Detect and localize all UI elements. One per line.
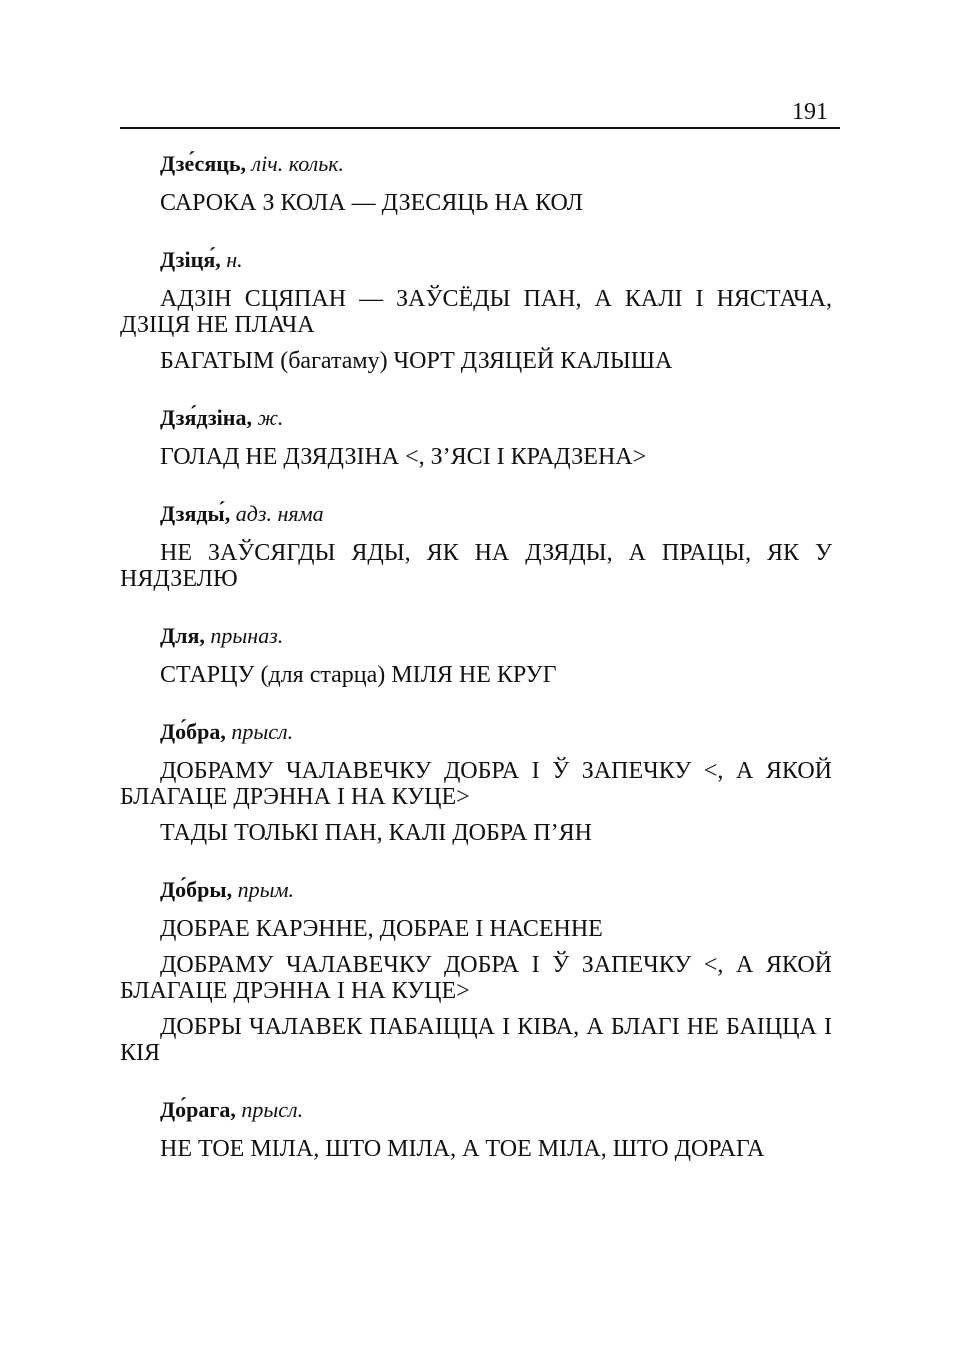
part-of-speech: прым.	[237, 877, 295, 902]
entry-dziadzina	[120, 404, 832, 470]
proverb: БАГАТЫМ (багатаму) ЧОРТ ДЗЯЦЕЙ КАЛЫША	[160, 348, 673, 374]
entry-dzitsia	[120, 246, 832, 374]
entry-headword: Дзяды́, адз. няма	[160, 501, 324, 526]
proverb: ДОБРАЕ КАРЭННЕ, ДОБРАЕ І НАСЕННЕ	[160, 916, 603, 942]
headword: Для	[160, 623, 200, 648]
entry-headword: До́бры, прым.	[160, 877, 295, 902]
proverb: АДЗІН СЦЯПАН — ЗАЎСЁДЫ ПАН, А КАЛІ І НЯСТАЧА, ДЗІЦЯ НЕ ПЛАЧА	[120, 286, 832, 338]
proverb: ГОЛАД НЕ ДЗЯДЗІНА <, З’ЯСІ І КРАДЗЕНА>	[160, 444, 647, 470]
entry-headword: Дзіця́, н.	[160, 247, 243, 272]
part-of-speech: ж.	[257, 405, 284, 430]
headword: До́бры	[160, 877, 227, 902]
headword: Дзяды́	[160, 501, 225, 526]
entry-headword: Для, прыназ.	[160, 623, 284, 648]
headword: Дзя́дзіна	[160, 405, 247, 430]
entries-list	[120, 150, 832, 1192]
part-of-speech: адз. няма	[235, 501, 324, 526]
entry-dziady	[120, 500, 832, 592]
entry-dobry	[120, 876, 832, 1066]
entry-dlia	[120, 622, 832, 688]
headword: До́бра	[160, 719, 221, 744]
proverb: ДОБРАМУ ЧАЛАВЕЧКУ ДОБРА І Ў ЗАПЕЧКУ <, А ЯКОЙ БЛАГАЦЕ ДРЭННА І НА КУЦЕ>	[120, 758, 832, 810]
entry-headword: Дзе́сяць, ліч. кольк.	[160, 151, 345, 176]
headword: Дзе́сяць	[160, 151, 241, 176]
part-of-speech: прысл.	[241, 1097, 304, 1122]
entry-headword: До́рага, прысл.	[160, 1097, 304, 1122]
part-of-speech: прысл.	[231, 719, 294, 744]
headword: Дзіця́	[160, 247, 216, 272]
proverb: САРОКА З КОЛА — ДЗЕСЯЦЬ НА КОЛ	[160, 190, 583, 216]
proverb: ДОБРЫ ЧАЛАВЕК ПАБАІЦЦА І КІВА, А БЛАГІ НЕ БАІЦЦА І КІЯ	[120, 1014, 832, 1066]
header-rule	[120, 127, 840, 129]
part-of-speech: ліч. кольк.	[251, 151, 345, 176]
proverb: ТАДЫ ТОЛЬКІ ПАН, КАЛІ ДОБРА П’ЯН	[160, 820, 592, 846]
proverb: НЕ ТОЕ МІЛА, ШТО МІЛА, А ТОЕ МІЛА, ШТО ДОРАГА	[160, 1136, 765, 1162]
part-of-speech: н.	[226, 247, 243, 272]
entry-doraga	[120, 1096, 832, 1162]
proverb: СТАРЦУ (для старца) МІЛЯ НЕ КРУГ	[160, 662, 557, 688]
part-of-speech: прыназ.	[210, 623, 284, 648]
entry-dobra	[120, 718, 832, 846]
entry-headword: Дзя́дзіна, ж.	[160, 405, 284, 430]
entry-headword: До́бра, прысл.	[160, 719, 294, 744]
headword: До́рага	[160, 1097, 231, 1122]
entry-dzesiats	[120, 150, 832, 216]
page-number: 191	[792, 99, 828, 125]
proverb: ДОБРАМУ ЧАЛАВЕЧКУ ДОБРА І Ў ЗАПЕЧКУ <, А ЯКОЙ БЛАГАЦЕ ДРЭННА І НА КУЦЕ>	[120, 952, 832, 1004]
proverb: НЕ ЗАЎСЯГДЫ ЯДЫ, ЯК НА ДЗЯДЫ, А ПРАЦЫ, ЯК У НЯДЗЕЛЮ	[120, 540, 832, 592]
